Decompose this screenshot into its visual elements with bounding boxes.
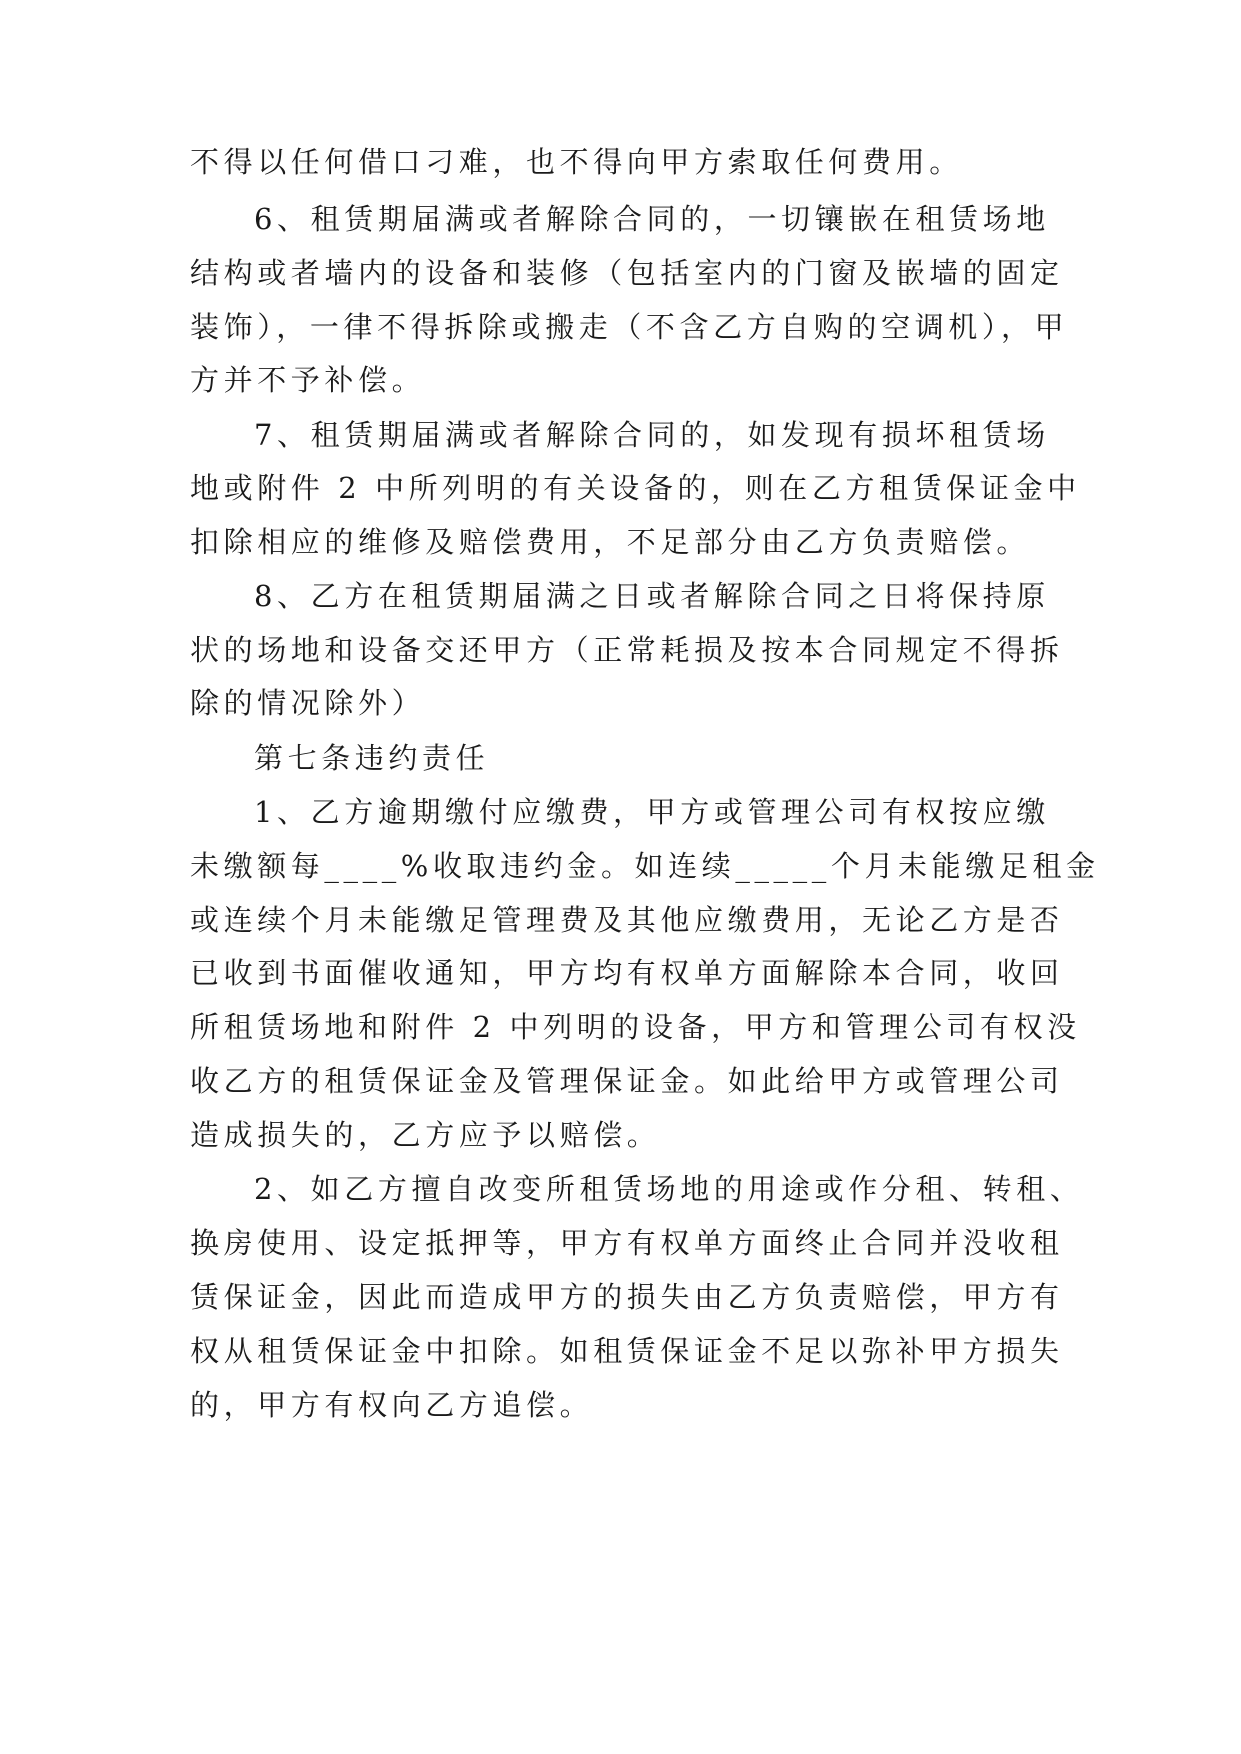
- text-line: 权从租赁保证金中扣除。如租赁保证金不足以弥补甲方损失: [190, 1334, 1064, 1368]
- text-line: 地或附件 2 中所列明的有关设备的，则在乙方租赁保证金中: [190, 471, 1081, 505]
- text-line: 赁保证金，因此而造成甲方的损失由乙方负责赔偿，甲方有: [190, 1280, 1064, 1314]
- clause-1-start: 1、乙方逾期缴付应缴费，甲方或管理公司有权按应缴: [254, 795, 1050, 829]
- text-line: 装饰），一律不得拆除或搬走（不含乙方自购的空调机），甲: [190, 310, 1069, 344]
- text-line: 收乙方的租赁保证金及管理保证金。如此给甲方或管理公司: [190, 1064, 1064, 1098]
- text-line: 造成损失的，乙方应予以赔偿。: [190, 1118, 661, 1152]
- text-line: 除的情况除外）: [190, 686, 426, 720]
- clause-2-start: 2、如乙方擅自改变所租赁场地的用途或作分租、转租、: [254, 1172, 1084, 1206]
- paragraph-6-start: 6、租赁期届满或者解除合同的，一切镶嵌在租赁场地: [254, 202, 1050, 236]
- text-line: 或连续个月未能缴足管理费及其他应缴费用，无论乙方是否: [190, 903, 1064, 937]
- text-line: 状的场地和设备交还甲方（正常耗损及按本合同规定不得拆: [190, 633, 1064, 667]
- text-line: 已收到书面催收通知，甲方均有权单方面解除本合同，收回: [190, 956, 1064, 990]
- section-heading: 第七条违约责任: [254, 741, 490, 775]
- text-line: 的，甲方有权向乙方追偿。: [190, 1388, 594, 1422]
- text-line: 换房使用、设定抵押等，甲方有权单方面终止合同并没收租: [190, 1226, 1064, 1260]
- text-line: 未缴额每____%收取违约金。如连续_____个月未能缴足租金: [190, 849, 1100, 883]
- text-line: 扣除相应的维修及赔偿费用，不足部分由乙方负责赔偿。: [190, 525, 1031, 559]
- text-line: 所租赁场地和附件 2 中列明的设备，甲方和管理公司有权没: [190, 1010, 1081, 1044]
- text-line: 方并不予补偿。: [190, 363, 426, 397]
- paragraph-7-start: 7、租赁期届满或者解除合同的，如发现有损坏租赁场: [254, 418, 1050, 452]
- text-line: 不得以任何借口刁难，也不得向甲方索取任何费用。: [190, 145, 963, 179]
- paragraph-8-start: 8、乙方在租赁期届满之日或者解除合同之日将保持原: [254, 579, 1050, 613]
- text-line: 结构或者墙内的设备和装修（包括室内的门窗及嵌墙的固定: [190, 256, 1064, 290]
